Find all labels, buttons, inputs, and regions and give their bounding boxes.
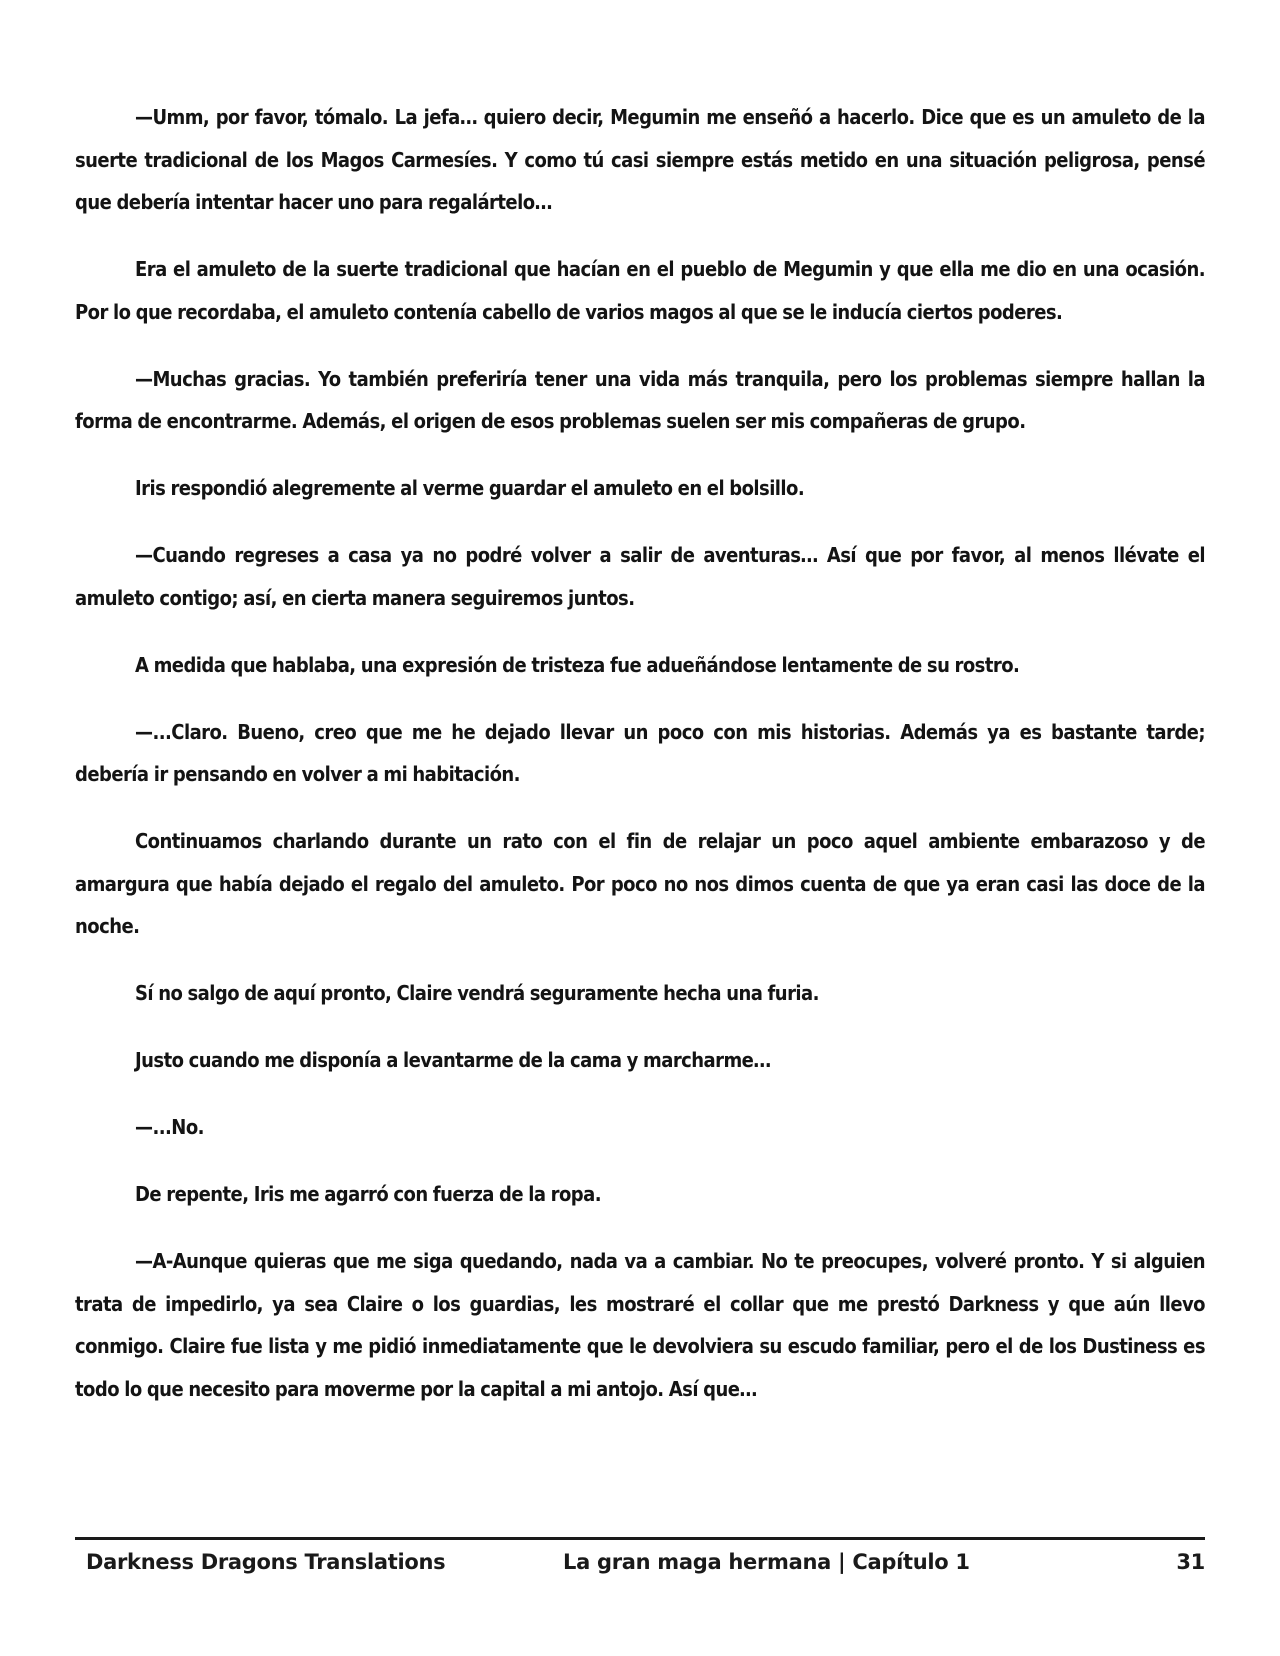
- page-number: 31: [1176, 1550, 1205, 1574]
- paragraph: Justo cuando me disponía a levantarme de la cama y marcharme…: [135, 1048, 771, 1072]
- paragraph: —Cuando regreses a casa ya no podré volver a salir de aventuras… Así que por favor, al menos llévate el amuleto contigo; así, en cierta manera seguiremos juntos.: [75, 543, 1205, 610]
- paragraph: Sí no salgo de aquí pronto, Claire vendrá seguramente hecha una furia.: [135, 981, 819, 1005]
- paragraph: —...No.: [135, 1115, 204, 1139]
- paragraph: A medida que hablaba, una expresión de tristeza fue adueñándose lentamente de su rostro.: [135, 652, 1020, 677]
- footer-chapter-title: La gran maga hermana | Capítulo 1: [563, 1550, 970, 1574]
- paragraph: Era el amuleto de la suerte tradicional que hacían en el pueblo de Megumin y que ella me dio en una ocasión. Por lo que recordaba, el amuleto contenía cabello de varios magos al que se le inducía ciertos poderes.: [75, 257, 1205, 324]
- paragraph: Continuamos charlando durante un rato con el fin de relajar un poco aquel ambiente embarazoso y de amargura que había dejado el regalo del amuleto. Por poco no nos dimos cuenta de que ya eran casi las doce de la noche.: [75, 829, 1205, 938]
- paragraph: Iris respondió alegremente al verme guardar el amuleto en el bolsillo.: [135, 476, 805, 500]
- footer-divider: [75, 1537, 1205, 1540]
- paragraph: De repente, Iris me agarró con fuerza de la ropa.: [135, 1182, 601, 1206]
- page-body: [75, 96, 1205, 1435]
- footer-publisher: Darkness Dragons Translations: [86, 1550, 446, 1574]
- paragraph: —Muchas gracias. Yo también preferiría tener una vida más tranquila, pero los problemas siempre hallan la forma de encontrarme. Además, el origen de esos problemas suelen ser mis compañeras de grupo.: [75, 366, 1205, 433]
- paragraph: —A-Aunque quieras que me siga quedando, nada va a cambiar. No te preocupes, volveré pronto. Y si alguien trata de impedirlo, ya sea Claire o los guardias, les mostraré el collar que me prestó Darkness y que aún llevo conmigo. Claire fue lista y me pidió inmediatamente que le devolviera su escudo familiar, pero el de los Dustiness es todo lo que necesito para moverme por la capital a mi antojo. Así que…: [75, 1249, 1205, 1401]
- paragraph: —...Claro. Bueno, creo que me he dejado llevar un poco con mis historias. Además ya es bastante tarde; debería ir pensando en volver a mi habitación.: [75, 719, 1205, 786]
- paragraph: —Umm, por favor, tómalo. La jefa… quiero decir, Megumin me enseñó a hacerlo. Dice que es un amuleto de la suerte tradicional de los Magos Carmesíes. Y como tú casi siempre estás metido en una situación peligrosa, pensé que debería intentar hacer uno para regalártelo…: [75, 105, 1205, 214]
